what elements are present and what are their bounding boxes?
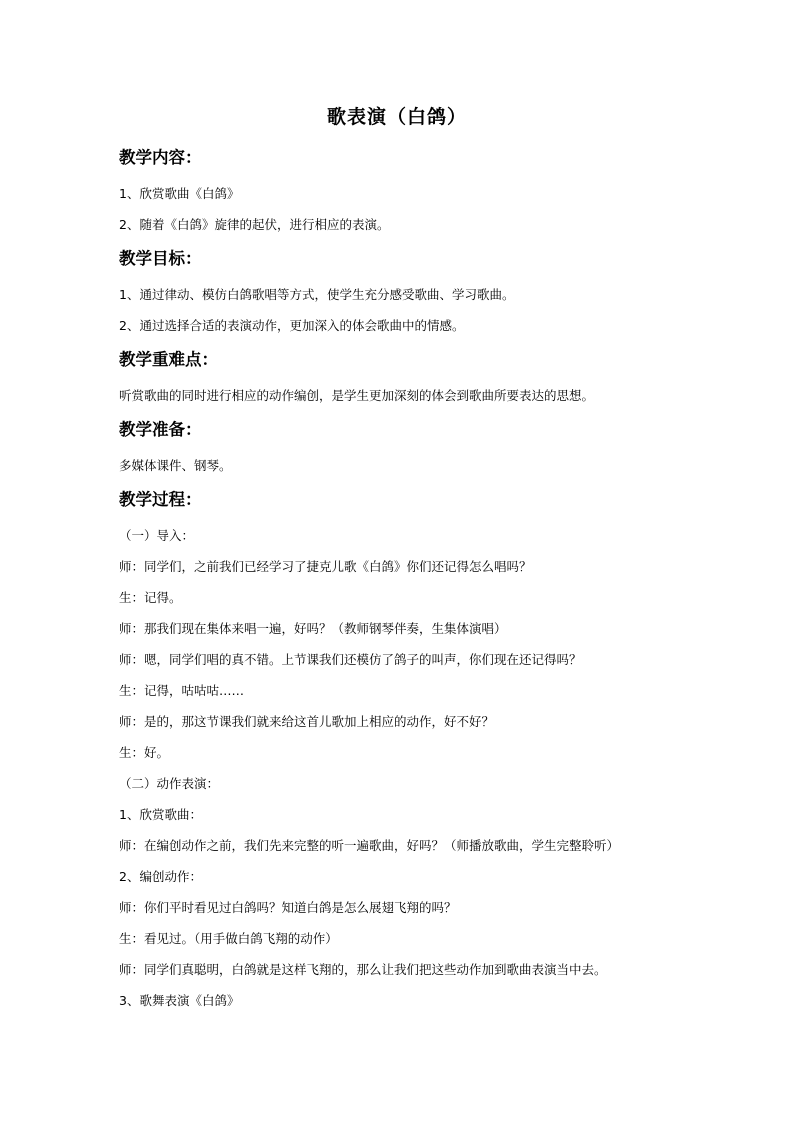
paragraph: 生：记得。 [119, 590, 182, 605]
paragraph: 1、欣赏歌曲： [119, 807, 202, 822]
section-heading-process: 教学过程： [119, 490, 202, 509]
paragraph: 1、欣赏歌曲《白鸽》 [119, 186, 240, 201]
paragraph: 师：那我们现在集体来唱一遍，好吗？（教师钢琴伴奏，生集体演唱） [119, 621, 507, 636]
document-body [119, 146, 699, 1010]
paragraph: 师：在编创动作之前，我们先来完整的听一遍歌曲，好吗？（师播放歌曲，学生完整聆听） [119, 838, 620, 853]
paragraph: （二）动作表演： [119, 776, 220, 791]
section-heading-content: 教学内容： [119, 148, 202, 167]
paragraph: 师：你们平时看见过白鸽吗？知道白鸽是怎么展翅飞翔的吗？ [119, 900, 457, 915]
paragraph: 3、歌舞表演《白鸽》 [119, 993, 240, 1008]
paragraph: 师：同学们，之前我们已经学习了捷克儿歌《白鸽》你们还记得怎么唱吗？ [119, 559, 532, 574]
section-heading-key-points: 教学重难点： [119, 350, 218, 369]
paragraph: 2、编创动作： [119, 869, 202, 884]
paragraph: 2、通过选择合适的表演动作，更加深入的体会歌曲中的情感。 [119, 318, 465, 333]
paragraph: 1、通过律动、模仿白鸽歌唱等方式，使学生充分感受歌曲、学习歌曲。 [119, 287, 515, 302]
paragraph: 2、随着《白鸽》旋律的起伏，进行相应的表演。 [119, 217, 390, 232]
section-heading-goals: 教学目标： [119, 249, 202, 268]
paragraph: （一）导入： [119, 528, 195, 543]
paragraph: 听赏歌曲的同时进行相应的动作编创，是学生更加深刻的体会到歌曲所要表达的思想。 [119, 388, 595, 403]
paragraph: 生：记得，咕咕咕…… [119, 683, 245, 698]
paragraph: 多媒体课件、钢琴。 [119, 458, 232, 473]
paragraph: 生：看见过。（用手做白鸽飞翔的动作） [119, 931, 338, 946]
paragraph: 师：同学们真聪明，白鸽就是这样飞翔的，那么让我们把这些动作加到歌曲表演当中去。 [119, 962, 607, 977]
paragraph: 师：是的，那这节课我们就来给这首儿歌加上相应的动作，好不好？ [119, 714, 495, 729]
paragraph: 师：嗯，同学们唱的真不错。上节课我们还模仿了鸽子的叫声，你们现在还记得吗？ [119, 652, 582, 667]
paragraph: 生：好。 [119, 745, 170, 760]
document-title: 歌表演（白鸽） [326, 106, 467, 128]
section-heading-preparation: 教学准备： [119, 420, 202, 439]
